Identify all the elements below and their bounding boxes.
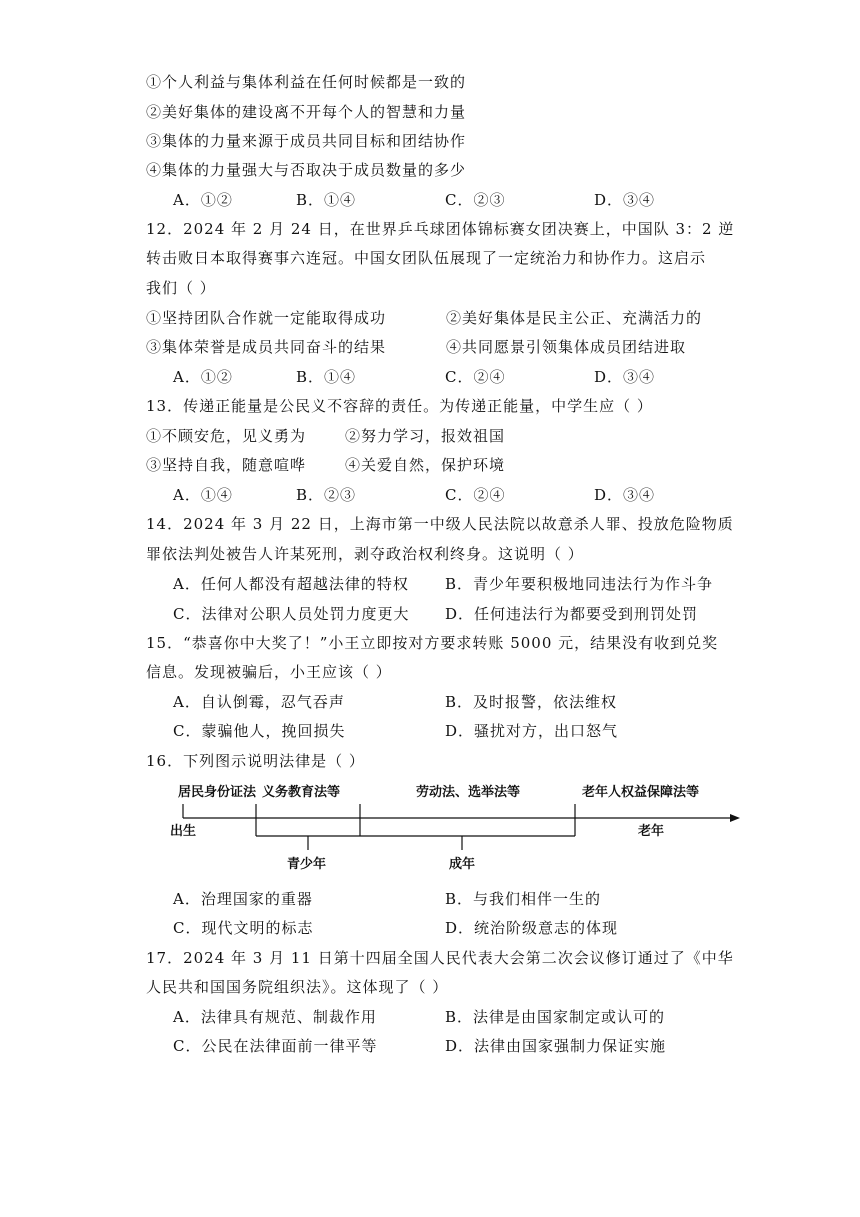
q15-stem-line1: 15．“恭喜你中大奖了！”小王立即按对方要求转账 5000 元，结果没有收到兑奖 (146, 634, 719, 652)
timeline-arrow-icon (730, 814, 740, 822)
q16-option-c[interactable]: C．现代文明的标志 (173, 919, 314, 937)
q17-stem-line2: 人民共和国国务院组织法》。这体现了（ ） (146, 978, 449, 996)
q12-option-b[interactable]: B．①④ (296, 368, 357, 386)
q13-option-a[interactable]: A．①④ (173, 486, 233, 504)
label-old-age: 老年 (638, 824, 665, 839)
label-id-card-law: 居民身份证法 (178, 785, 257, 800)
label-compulsory-education-law: 义务教育法等 (262, 785, 341, 800)
q15-option-d[interactable]: D．骚扰对方，出口怒气 (445, 722, 619, 740)
q14-option-a[interactable]: A．任何人都没有超越法律的特权 (173, 575, 409, 593)
q12-statement-3: ③集体荣誉是成员共同奋斗的结果 (146, 338, 387, 356)
q13-statement-3: ③坚持自我，随意喧哗 (146, 456, 307, 474)
q12-option-a[interactable]: A．①② (173, 368, 233, 386)
q17-option-c[interactable]: C．公民在法律面前一律平等 (173, 1037, 378, 1055)
q11-statement-1: ①个人利益与集体利益在任何时候都是一致的 (146, 73, 467, 91)
q11-statement-2: ②美好集体的建设离不开每个人的智慧和力量 (146, 103, 467, 121)
q14-stem-line1: 14．2024 年 3 月 22 日，上海市第一中级人民法院以故意杀人罪、投放危险物质 (146, 515, 734, 533)
q12-statement-2: ②美好集体是民主公正、充满活力的 (446, 309, 703, 327)
q14-option-c[interactable]: C．法律对公职人员处罚力度更大 (173, 605, 410, 623)
q15-option-c[interactable]: C．蒙骗他人，挽回损失 (173, 722, 346, 740)
q16-option-a[interactable]: A．治理国家的重器 (173, 890, 313, 908)
q17-option-d[interactable]: D．法律由国家强制力保证实施 (445, 1037, 667, 1055)
q13-option-d[interactable]: D．③④ (594, 486, 656, 504)
label-adult: 成年 (449, 857, 476, 872)
q13-option-c[interactable]: C．②④ (445, 486, 506, 504)
q11-statement-4: ④集体的力量强大与否取决于成员数量的多少 (146, 161, 467, 179)
q13-statement-4: ④关爱自然，保护环境 (345, 456, 506, 474)
q15-stem-line2: 信息。发现被骗后，小王应该（ ） (146, 663, 392, 681)
q16-option-b[interactable]: B．与我们相伴一生的 (445, 890, 602, 908)
q16-stem: 16．下列图示说明法律是（ ） (146, 752, 365, 770)
q12-option-c[interactable]: C．②④ (445, 368, 506, 386)
q14-option-d[interactable]: D．任何违法行为都要受到刑罚处罚 (445, 605, 699, 623)
q17-option-b[interactable]: B．法律是由国家制定或认可的 (445, 1008, 666, 1026)
q14-option-b[interactable]: B．青少年要积极地同违法行为作斗争 (445, 575, 714, 593)
q15-option-b[interactable]: B．及时报警，依法维权 (445, 693, 618, 711)
q12-stem-line1: 12．2024 年 2 月 24 日，在世界乒乓球团体锦标赛女团决赛上，中国队 3：2 逆 (146, 220, 735, 238)
q12-stem-line2: 转击败日本取得赛事六连冠。中国女团队伍展现了一定统治力和协作力。这启示 (146, 249, 707, 267)
law-timeline-diagram (150, 780, 750, 880)
label-elderly-rights-law: 老年人权益保障法等 (582, 785, 700, 800)
q11-option-d[interactable]: D．③④ (594, 191, 656, 209)
q12-statement-1: ①坚持团队合作就一定能取得成功 (146, 309, 387, 327)
q12-stem-line3: 我们（ ） (146, 279, 216, 297)
q13-option-b[interactable]: B．②③ (296, 486, 357, 504)
q17-option-a[interactable]: A．法律具有规范、制裁作用 (173, 1008, 377, 1026)
q13-stem: 13．传递正能量是公民义不容辞的责任。为传递正能量，中学生应（ ） (146, 397, 653, 415)
q11-statement-3: ③集体的力量来源于成员共同目标和团结协作 (146, 132, 467, 150)
q16-option-d[interactable]: D．统治阶级意志的体现 (445, 919, 619, 937)
q14-stem-line2: 罪依法判处被告人许某死刑，剥夺政治权利终身。这说明（ ） (146, 545, 584, 563)
label-labor-election-law: 劳动法、选举法等 (416, 785, 521, 800)
label-birth: 出生 (170, 824, 197, 839)
q17-stem-line1: 17．2024 年 3 月 11 日第十四届全国人民代表大会第二次会议修订通过了《中华 (146, 949, 734, 967)
q13-statement-1: ①不顾安危，见义勇为 (146, 427, 307, 445)
label-youth: 青少年 (287, 857, 327, 872)
q15-option-a[interactable]: A．自认倒霉，忍气吞声 (173, 693, 345, 711)
q11-option-b[interactable]: B．①④ (296, 191, 357, 209)
q13-statement-2: ②努力学习，报效祖国 (345, 427, 506, 445)
q11-option-c[interactable]: C．②③ (445, 191, 506, 209)
q11-option-a[interactable]: A．①② (173, 191, 233, 209)
q12-option-d[interactable]: D．③④ (594, 368, 656, 386)
q12-statement-4: ④共同愿景引领集体成员团结进取 (446, 338, 687, 356)
